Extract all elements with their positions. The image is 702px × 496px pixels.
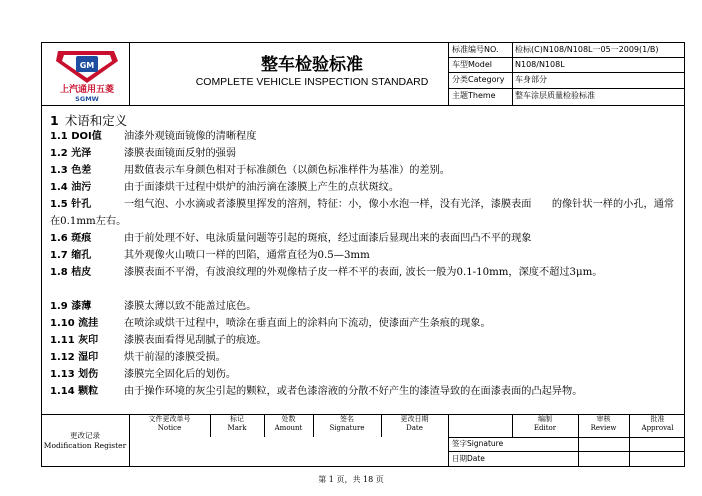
term-name: 1.7 缩孔 bbox=[50, 250, 92, 261]
meta-value-number: 检标(C)N108/N108L一05一2009(1/B) bbox=[515, 45, 659, 54]
column-review bbox=[578, 415, 629, 433]
footer-row-line bbox=[448, 451, 684, 452]
term-description: 由于操作环境的灰尘引起的颗粒，或者色漆溶液的分散不好产生的漆渣导致的在面漆表面的凸起异物。 bbox=[124, 386, 583, 397]
meta-divider bbox=[512, 43, 513, 105]
term-item bbox=[50, 196, 680, 230]
meta-value-model: N108/N108L bbox=[515, 60, 565, 69]
term-item bbox=[50, 298, 680, 315]
column-date bbox=[381, 415, 448, 433]
meta-value-theme: 整车涂层质量检验标准 bbox=[515, 91, 595, 100]
column-amount-zh: 处数 bbox=[281, 415, 296, 423]
term-name: 1.13 划伤 bbox=[50, 369, 99, 380]
meta-label-theme: 主题Theme bbox=[452, 91, 496, 100]
term-description: 其外观像火山喷口一样的凹陷，通常直径为0.5—3mm bbox=[124, 250, 370, 261]
column-mark-zh: 标记 bbox=[230, 415, 244, 423]
column-editor bbox=[512, 415, 578, 433]
register-label-en: Modification Register bbox=[43, 441, 127, 450]
document-sheet bbox=[41, 42, 685, 467]
footer-col-line bbox=[448, 414, 449, 466]
term-name: 1.5 针孔 bbox=[50, 199, 92, 210]
term-description: 油漆外观镜面镜像的清晰程度 bbox=[124, 131, 257, 142]
term-description: 在喷涂或烘干过程中，喷涂在垂直面上的涂料向下流动，使漆面产生条痕的现象。 bbox=[124, 318, 491, 329]
term-description: 漆膜太薄以致不能盖过底色。 bbox=[124, 301, 257, 312]
document-title-english: COMPLETE VEHICLE INSPECTION STANDARD bbox=[195, 76, 429, 88]
term-name: 1.10 流挂 bbox=[50, 318, 99, 329]
section-number: 1 bbox=[50, 113, 59, 128]
column-approval-en: Approval bbox=[641, 424, 674, 432]
term-name: 1.3 色差 bbox=[50, 165, 92, 176]
date-row-label: 日期Date bbox=[452, 454, 485, 463]
term-description: 烘干前湿的漆膜受损。 bbox=[124, 352, 226, 363]
company-logo bbox=[48, 47, 114, 103]
column-mark-en: Mark bbox=[227, 424, 247, 432]
meta-label-category: 分类Category bbox=[452, 75, 505, 84]
term-name: 1.8 桔皮 bbox=[50, 267, 92, 278]
term-description: 用数值表示车身颜色相对于标准颜色（以颜色标准样件为基准）的差别。 bbox=[124, 165, 450, 176]
term-name: 1.11 灰印 bbox=[50, 335, 99, 346]
meta-label-model: 车型Model bbox=[452, 60, 493, 69]
column-signature-en: Signature bbox=[329, 424, 365, 432]
signature-row-label: 签字Signature bbox=[452, 439, 504, 448]
column-notice-en: Notice bbox=[157, 424, 182, 432]
term-item bbox=[50, 383, 680, 400]
term-item bbox=[50, 315, 680, 332]
logo-chinese-name: 上汽通用五菱 bbox=[59, 85, 115, 95]
term-name: 1.12 湿印 bbox=[50, 352, 99, 363]
term-item bbox=[50, 332, 680, 349]
term-name: 1.9 漆薄 bbox=[50, 301, 92, 312]
term-description: 一组气泡、小水滴或者漆膜里挥发的溶剂，特征：小，像小水泡一样，没有光泽，漆膜表面 的像针状一样的小孔，通常在0.1mm左右。 bbox=[50, 199, 675, 227]
column-review-en: Review bbox=[590, 424, 617, 432]
column-approval-zh: 批准 bbox=[650, 415, 665, 423]
column-notice bbox=[129, 415, 210, 433]
column-notice-zh: 文件更改单号 bbox=[148, 415, 191, 423]
modification-register-label bbox=[42, 431, 128, 451]
term-description: 漆膜表面不平滑，有波浪纹理的外观像桔子皮一样不平的表面, 波长一般为0.1-10mm，深度不超过3μm。 bbox=[124, 267, 603, 278]
meta-value-category: 车身部分 bbox=[515, 75, 547, 84]
column-editor-en: Editor bbox=[533, 424, 557, 432]
term-description: 由于面漆烘干过程中烘炉的油污滴在漆膜上产生的点状斑纹。 bbox=[124, 182, 400, 193]
logo-divider bbox=[129, 43, 130, 105]
term-item bbox=[50, 128, 680, 145]
term-description: 由于前处理不好、电泳质量问题等引起的斑痕，经过面漆后显现出来的表面凹凸不平的现象 bbox=[124, 233, 532, 244]
column-review-zh: 审核 bbox=[596, 415, 611, 423]
term-name: 1.2 光泽 bbox=[50, 148, 92, 159]
column-amount bbox=[264, 415, 313, 433]
register-label-zh: 更改记录 bbox=[70, 431, 100, 440]
column-editor-zh: 编制 bbox=[538, 415, 552, 423]
term-name: 1.4 油污 bbox=[50, 182, 92, 193]
logo-english-name: SGMW bbox=[75, 95, 99, 103]
column-mark bbox=[210, 415, 264, 433]
term-name: 1.6 斑痕 bbox=[50, 233, 92, 244]
term-item bbox=[50, 366, 680, 383]
term-description: 漆膜表面镜面反射的强弱 bbox=[124, 148, 237, 159]
term-item bbox=[50, 247, 680, 264]
term-name: 1.14 颗粒 bbox=[50, 386, 99, 397]
term-description: 漆膜表面看得见刮腻子的痕迹。 bbox=[124, 335, 267, 346]
term-item bbox=[50, 162, 680, 179]
logo-badge-text: GM bbox=[79, 61, 95, 70]
term-item bbox=[50, 230, 680, 247]
page-number: 第 1 页，共 18 页 bbox=[318, 475, 384, 484]
section-title: 术语和定义 bbox=[64, 113, 128, 128]
term-description: 漆膜完全固化后的划伤。 bbox=[124, 369, 237, 380]
column-signature bbox=[313, 415, 381, 433]
term-item bbox=[50, 264, 680, 281]
column-date-en: Date bbox=[406, 424, 423, 432]
document-title-chinese: 整车检验标准 bbox=[261, 55, 363, 75]
column-approval bbox=[629, 415, 686, 433]
meta-label-number: 标准编号NO. bbox=[452, 45, 499, 54]
column-signature-zh: 签名 bbox=[340, 415, 354, 423]
term-item bbox=[50, 145, 680, 162]
term-item bbox=[50, 349, 680, 366]
column-amount-en: Amount bbox=[274, 424, 303, 432]
section-heading bbox=[50, 111, 127, 129]
column-date-zh: 更改日期 bbox=[400, 415, 429, 423]
header-divider bbox=[42, 105, 684, 106]
term-name: 1.1 DOI值 bbox=[50, 131, 102, 142]
term-item bbox=[50, 179, 680, 196]
